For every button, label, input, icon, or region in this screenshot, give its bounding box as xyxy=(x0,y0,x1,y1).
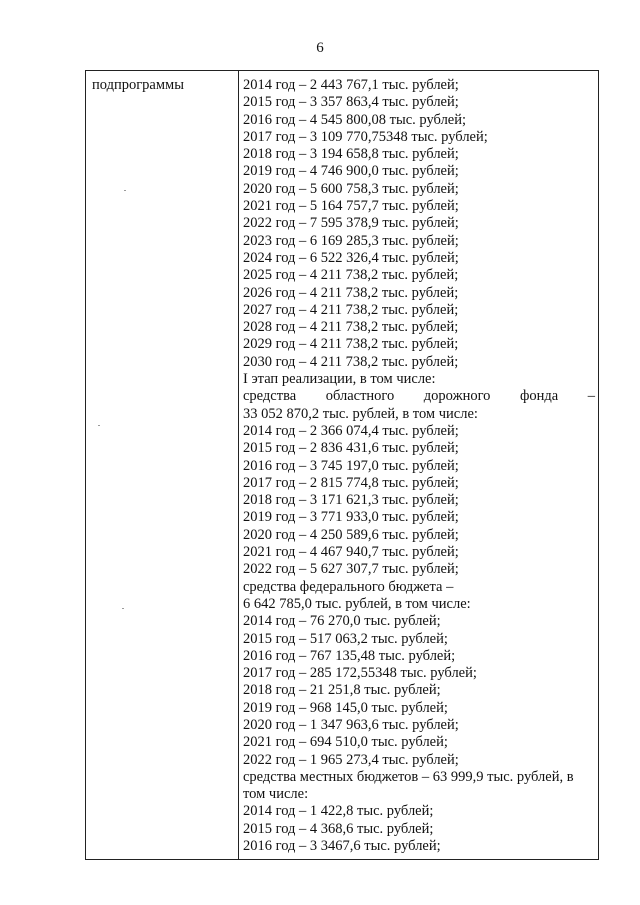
word: – xyxy=(587,388,595,405)
word: дорожного xyxy=(423,388,491,405)
funding-line: 2021 год – 4 467 940,7 тыс. рублей; xyxy=(243,544,459,561)
budget-table xyxy=(85,70,599,860)
stage-heading: I этап реализации, в том числе: xyxy=(243,371,436,388)
funding-line: 2018 год – 21 251,8 тыс. рублей; xyxy=(243,682,441,699)
funding-line: 2022 год – 7 595 378,9 тыс. рублей; xyxy=(243,215,459,232)
funding-line: 2014 год – 2 366 074,4 тыс. рублей; xyxy=(243,422,459,439)
funding-line: 2015 год – 3 357 863,4 тыс. рублей; xyxy=(243,94,459,111)
funding-line: 2018 год – 3 171 621,3 тыс. рублей; xyxy=(243,492,459,509)
funding-line: 2021 год – 694 510,0 тыс. рублей; xyxy=(243,734,448,751)
funding-line: 2029 год – 4 211 738,2 тыс. рублей; xyxy=(243,336,459,353)
funding-line: 2021 год – 5 164 757,7 тыс. рублей; xyxy=(243,198,459,215)
funding-line: 2016 год – 4 545 800,08 тыс. рублей; xyxy=(243,111,467,128)
column-divider xyxy=(238,71,239,859)
funding-line: 33 052 870,2 тыс. рублей, в том числе: xyxy=(243,405,478,422)
funding-line: 2020 год – 4 250 589,6 тыс. рублей; xyxy=(243,526,459,543)
funding-line: 2022 год – 5 627 307,7 тыс. рублей; xyxy=(243,561,459,578)
funding-line: 2017 год – 3 109 770,75348 тыс. рублей; xyxy=(243,128,488,145)
funding-line: 2016 год – 3 745 197,0 тыс. рублей; xyxy=(243,457,459,474)
funding-line: 2015 год – 2 836 431,6 тыс. рублей; xyxy=(243,440,459,457)
funding-line: 2020 год – 5 600 758,3 тыс. рублей; xyxy=(243,180,459,197)
funding-line: 2019 год – 3 771 933,0 тыс. рублей; xyxy=(243,509,459,526)
row-label: подпрограммы xyxy=(92,77,184,93)
funding-line: 2025 год – 4 211 738,2 тыс. рублей; xyxy=(243,267,459,284)
scan-speck xyxy=(98,425,100,426)
funding-line: 2015 год – 4 368,6 тыс. рублей; xyxy=(243,820,434,837)
page-number: 6 xyxy=(316,40,324,56)
funding-line: 2019 год – 4 746 900,0 тыс. рублей; xyxy=(243,163,459,180)
funding-line: 2020 год – 1 347 963,6 тыс. рублей; xyxy=(243,716,459,733)
funding-line: 2018 год – 3 194 658,8 тыс. рублей; xyxy=(243,146,459,163)
funding-line: 2030 год – 4 211 738,2 тыс. рублей; xyxy=(243,353,459,370)
funding-line: 6 642 785,0 тыс. рублей, в том числе: xyxy=(243,595,471,612)
funding-line: 2024 год – 6 522 326,4 тыс. рублей; xyxy=(243,249,459,266)
word: средства xyxy=(243,388,297,405)
word: областного xyxy=(325,388,395,405)
funding-line: 2016 год – 767 135,48 тыс. рублей; xyxy=(243,647,456,664)
scan-speck xyxy=(124,190,126,191)
funding-line: 2022 год – 1 965 273,4 тыс. рублей; xyxy=(243,751,459,768)
funding-line: 2017 год – 2 815 774,8 тыс. рублей; xyxy=(243,474,459,491)
funding-line: 2019 год – 968 145,0 тыс. рублей; xyxy=(243,699,448,716)
funding-line: 2014 год – 1 422,8 тыс. рублей; xyxy=(243,803,434,820)
word: фонда xyxy=(519,388,559,405)
justified-line xyxy=(243,388,595,405)
funding-line: 2028 год – 4 211 738,2 тыс. рублей; xyxy=(243,319,459,336)
funding-line: 2014 год – 76 270,0 тыс. рублей; xyxy=(243,613,441,630)
funding-line: 2026 год – 4 211 738,2 тыс. рублей; xyxy=(243,284,459,301)
funding-line: 2017 год – 285 172,55348 тыс. рублей; xyxy=(243,665,477,682)
funding-details xyxy=(243,77,595,855)
funding-line: средства федерального бюджета – xyxy=(243,578,454,595)
funding-line: 2016 год – 3 3467,6 тыс. рублей; xyxy=(243,838,441,855)
scan-speck xyxy=(122,608,124,609)
funding-line: 2027 год – 4 211 738,2 тыс. рублей; xyxy=(243,301,459,318)
funding-line: 2015 год – 517 063,2 тыс. рублей; xyxy=(243,630,448,647)
funding-line: 2014 год – 2 443 767,1 тыс. рублей; xyxy=(243,77,459,93)
funding-line: 2023 год – 6 169 285,3 тыс. рублей; xyxy=(243,232,459,249)
funding-line: средства местных бюджетов – 63 999,9 тыс. рублей, в том числе: xyxy=(243,768,574,803)
